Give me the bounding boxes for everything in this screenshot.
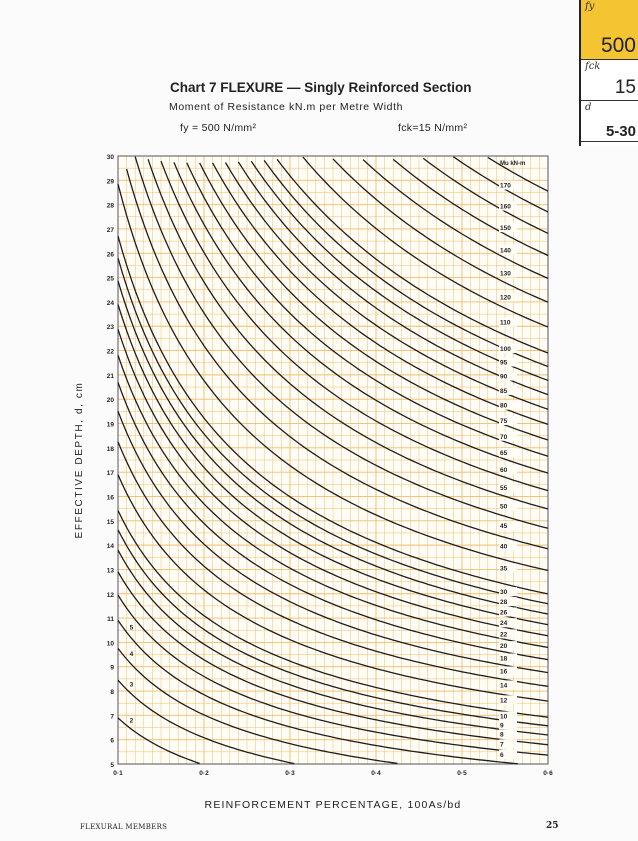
left-curve-label: 4 xyxy=(129,651,134,659)
y-tick-labels xyxy=(107,154,115,769)
x-tick-label: 0·2 xyxy=(199,770,209,777)
moment-label: 50 xyxy=(500,503,508,511)
moment-label: 70 xyxy=(500,433,508,441)
x-tick-label: 0·5 xyxy=(457,770,467,777)
moment-label: 100 xyxy=(500,345,511,353)
moment-label-header: Mu kN-m xyxy=(500,161,526,167)
moment-label: 28 xyxy=(500,599,508,607)
moment-label: 12 xyxy=(500,697,508,705)
fck-parameter: fck=15 N/mm² xyxy=(398,122,468,134)
y-tick-label: 9 xyxy=(110,664,114,672)
moment-label: 26 xyxy=(500,609,508,617)
moment-label: 24 xyxy=(500,620,508,628)
moment-label: 150 xyxy=(500,225,511,233)
y-tick-label: 15 xyxy=(106,518,114,526)
moment-label: 55 xyxy=(500,484,508,492)
x-tick-label: 0·6 xyxy=(543,770,553,777)
footer-section-name: FLEXURAL MEMBERS xyxy=(80,823,168,831)
moment-label: 140 xyxy=(500,247,511,255)
moment-label: 60 xyxy=(500,467,508,475)
moment-label: 35 xyxy=(500,565,508,573)
tab-fy-label: fy xyxy=(585,1,595,12)
tab-fy-value: 500 xyxy=(600,34,636,57)
y-tick-label: 5 xyxy=(110,762,114,769)
fy-parameter: fy = 500 N/mm² xyxy=(180,122,257,134)
y-tick-label: 27 xyxy=(106,226,114,234)
y-tick-label: 17 xyxy=(106,470,114,478)
y-tick-label: 30 xyxy=(106,154,114,161)
moment-label: 95 xyxy=(500,359,508,367)
moment-label: 8 xyxy=(500,731,504,739)
moment-label: 65 xyxy=(500,450,508,458)
tab-fck-value: 15 xyxy=(614,77,636,98)
moment-label: 160 xyxy=(500,203,511,211)
tab-fck-label: fck xyxy=(585,61,601,72)
moment-label: 20 xyxy=(500,643,508,651)
moment-label: 90 xyxy=(500,373,508,381)
chart-title: Chart 7 FLEXURE — Singly Reinforced Section xyxy=(170,80,472,95)
x-axis-label: REINFORCEMENT PERCENTAGE, 100As/bd xyxy=(204,799,462,811)
moment-label: 18 xyxy=(500,655,508,663)
moment-label: 10 xyxy=(500,713,508,721)
y-tick-label: 24 xyxy=(106,299,114,307)
moment-label: 85 xyxy=(500,387,508,395)
y-tick-label: 10 xyxy=(106,640,114,648)
y-tick-label: 16 xyxy=(106,494,114,502)
moment-label: 7 xyxy=(500,741,504,749)
y-tick-label: 25 xyxy=(106,275,114,283)
y-tick-label: 13 xyxy=(106,567,114,575)
moment-label: 9 xyxy=(500,722,504,730)
y-tick-label: 29 xyxy=(106,178,114,186)
x-tick-labels xyxy=(113,770,553,777)
y-tick-label: 11 xyxy=(107,616,114,624)
y-tick-label: 22 xyxy=(106,348,114,356)
x-tick-label: 0·3 xyxy=(285,770,295,777)
y-axis-label: EFFECTIVE DEPTH, d, cm xyxy=(74,381,85,539)
y-tick-label: 21 xyxy=(106,372,114,380)
y-tick-label: 20 xyxy=(106,397,114,405)
moment-label: 110 xyxy=(500,319,511,327)
y-tick-label: 12 xyxy=(106,591,114,599)
left-curve-label: 2 xyxy=(129,717,134,725)
y-tick-label: 26 xyxy=(106,251,114,259)
x-tick-label: 0·1 xyxy=(113,770,123,777)
moment-label: 45 xyxy=(500,522,508,530)
moment-label: 16 xyxy=(500,668,508,676)
moment-label: 14 xyxy=(500,682,508,690)
moment-label: 80 xyxy=(500,402,508,410)
y-tick-label: 18 xyxy=(106,445,114,453)
chart-subtitle: Moment of Resistance kN.m per Metre Width xyxy=(169,101,404,113)
moment-label: 75 xyxy=(500,417,508,425)
y-tick-label: 6 xyxy=(110,737,114,745)
left-curve-label: 3 xyxy=(129,681,134,689)
moment-label: 30 xyxy=(500,589,508,597)
page-number: 25 xyxy=(546,821,559,831)
moment-label: 40 xyxy=(500,543,508,551)
moment-label: 120 xyxy=(500,294,511,302)
moment-label: 170 xyxy=(500,182,511,190)
tab-d-label: d xyxy=(585,102,592,113)
y-tick-label: 28 xyxy=(106,202,114,210)
y-tick-label: 8 xyxy=(110,689,114,697)
left-curve-label: 5 xyxy=(129,624,134,632)
y-tick-label: 7 xyxy=(110,713,114,721)
y-tick-label: 23 xyxy=(106,324,114,332)
moment-label: 22 xyxy=(500,631,508,639)
tab-d-value: 5-30 xyxy=(605,123,636,140)
moment-label: 6 xyxy=(500,751,504,759)
x-tick-label: 0·4 xyxy=(371,770,381,777)
y-tick-label: 14 xyxy=(106,543,114,551)
moment-label: 130 xyxy=(500,270,511,278)
y-tick-label: 19 xyxy=(106,421,114,429)
